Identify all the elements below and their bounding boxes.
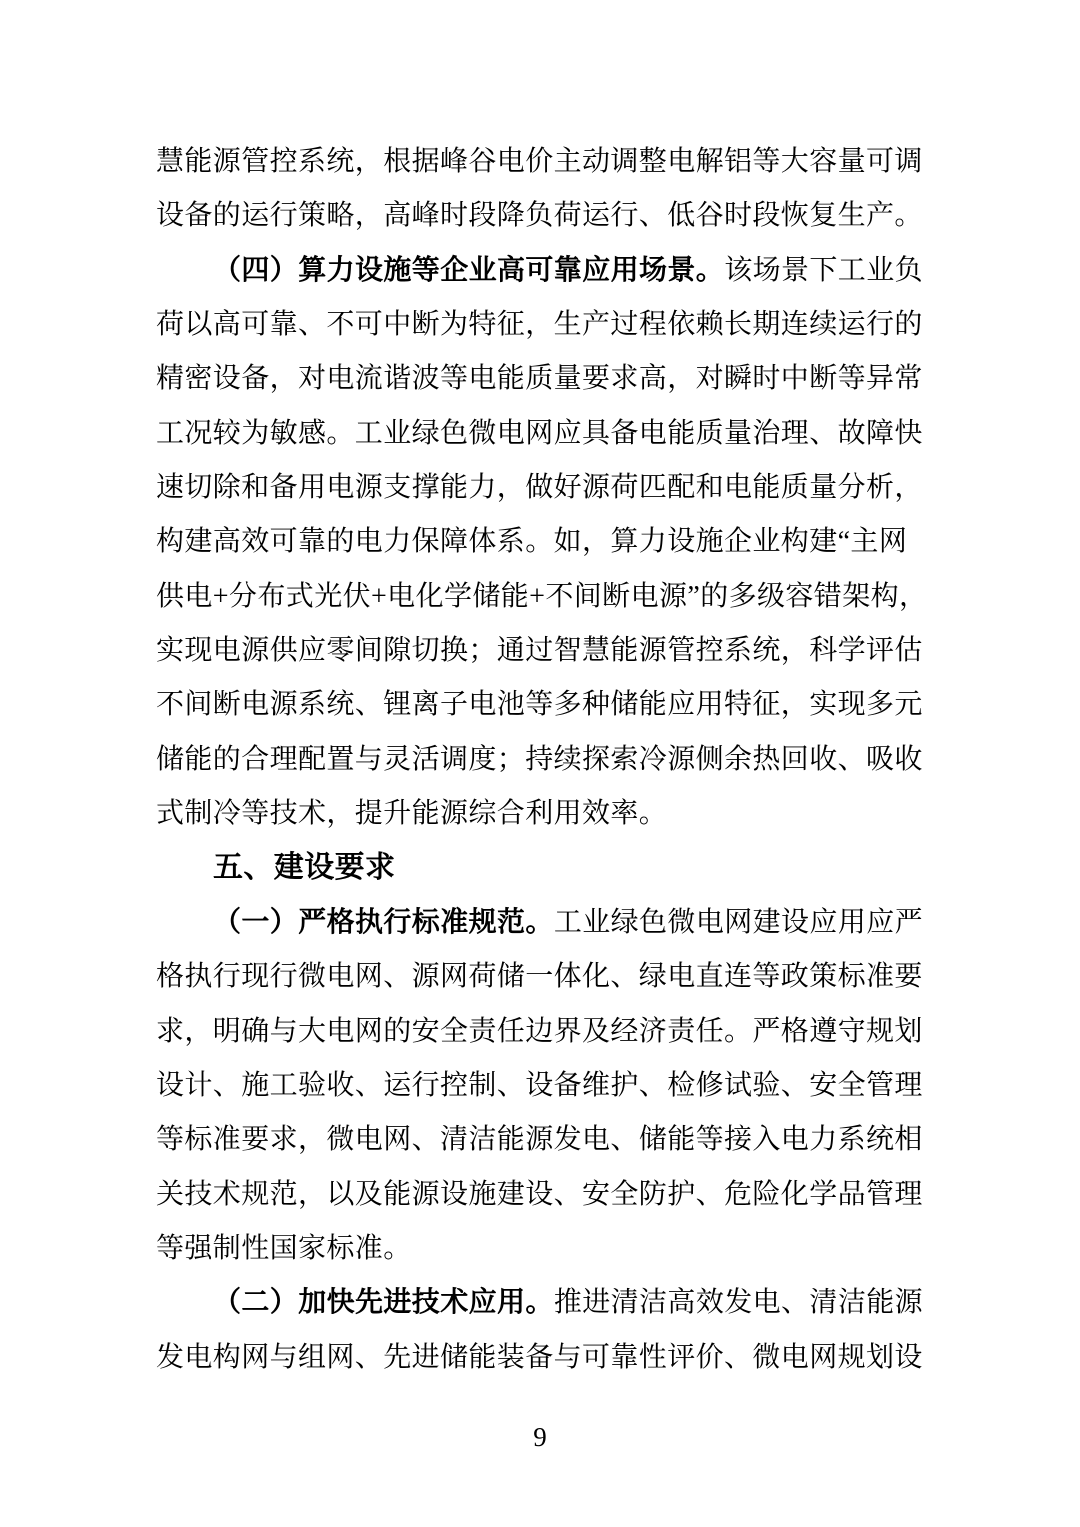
- body-line: 式制冷等技术，提升能源综合利用效率。: [156, 798, 668, 830]
- body-line: 工况较为敏感。工业绿色微电网应具备电能质量治理、故障快: [156, 417, 923, 449]
- paragraph-lead: （四）算力设施等企业高可靠应用场景。: [213, 254, 725, 286]
- body-line: 设计、施工验收、运行控制、设备维护、检修试验、安全管理: [156, 1069, 923, 1101]
- paragraph-lead: （二）加快先进技术应用。: [213, 1287, 554, 1319]
- body-line: 实现电源供应零间隙切换；通过智慧能源管控系统，科学评估: [156, 635, 923, 667]
- body-line: 储能的合理配置与灵活调度；持续探索冷源侧余热回收、吸收: [156, 743, 923, 775]
- body-line: 格执行现行微电网、源网荷储一体化、绿电直连等政策标准要: [156, 961, 923, 993]
- body-line: 不间断电源系统、锂离子电池等多种储能应用特征，实现多元: [156, 689, 923, 721]
- body-line: [156, 244, 924, 298]
- paragraph-text: 推进清洁高效发电、清洁能源: [553, 1287, 924, 1319]
- body-line: 慧能源管控系统，根据峰谷电价主动调整电解铝等大容量可调: [156, 146, 923, 177]
- body-line: 速切除和备用电源支撑能力，做好源荷匹配和电能质量分析，: [156, 472, 923, 504]
- body-line: [156, 896, 924, 950]
- paragraph-text: 该场景下工业负: [724, 254, 924, 286]
- document-body: [156, 135, 928, 1385]
- body-line: 等强制性国家标准。: [156, 1232, 412, 1264]
- body-line: 关技术规范，以及能源设施建设、安全防护、危险化学品管理: [156, 1178, 923, 1210]
- body-line: 发电构网与组网、先进储能装备与可靠性评价、微电网规划设: [156, 1341, 923, 1373]
- body-line: 供电+分布式光伏+电化学储能+不间断电源”的多级容错架构，: [156, 580, 928, 612]
- body-line: 求，明确与大电网的安全责任边界及经济责任。严格遵守规划: [156, 1015, 923, 1047]
- page-number: 9: [533, 1422, 547, 1452]
- paragraph-lead: （一）严格执行标准规范。: [213, 906, 554, 938]
- paragraph-text: 工业绿色微电网建设应用应严: [553, 906, 924, 938]
- body-line: 构建高效可靠的电力保障体系。如，算力设施企业构建“主网: [156, 526, 908, 558]
- body-line: [156, 1276, 924, 1330]
- body-line: 精密设备，对电流谐波等电能质量要求高，对瞬时中断等异常: [156, 363, 923, 395]
- body-line: 设备的运行策略，高峰时段降负荷运行、低谷时段恢复生产。: [156, 200, 923, 232]
- body-line: 荷以高可靠、不可中断为特征，生产过程依赖长期连续运行的: [156, 309, 923, 341]
- section-heading: 五、建设要求: [213, 851, 396, 885]
- body-line: 等标准要求，微电网、清洁能源发电、储能等接入电力系统相: [156, 1124, 923, 1156]
